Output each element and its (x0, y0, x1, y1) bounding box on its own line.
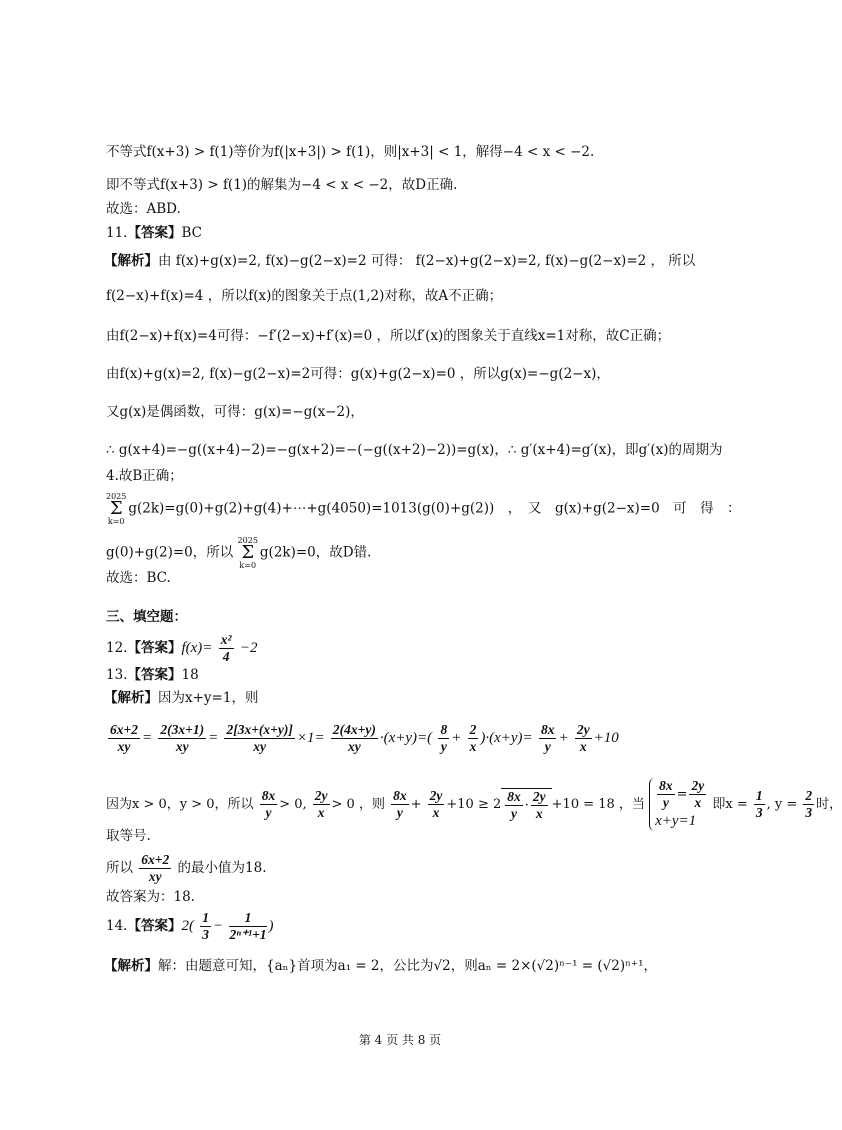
fraction (428, 788, 445, 821)
numerator: 2[3x+(x+y)] (226, 722, 293, 737)
analysis-text: 由 f(x)+g(x)=2, f(x)−g(2−x)=2 可得： f(2−x)+g(2−x)=2, f(x)−g(2−x)=2 ， 所以 (158, 253, 696, 269)
q11-analysis-line-6: ∴ g(x+4)=−g((x+4)−2)=−g(x+2)=−(−g((x+2)−2))=g(x)，∴ g′(x+4)=g′(x)，即g′(x)的周期为 (106, 442, 723, 458)
line-choice-abd: 故选：ABD. (106, 201, 181, 217)
numerator: 8x (507, 788, 521, 804)
denominator: xy (117, 739, 131, 754)
denominator: 4 (222, 649, 230, 664)
line-solution-set: 即不等式f(x+3) > f(1)的解集为−4 < x < −2，故D正确. (106, 177, 458, 193)
numerator: 2(4x+y) (332, 722, 376, 737)
equation-system (649, 778, 708, 831)
denominator: y (440, 739, 447, 754)
numerator: 2y (429, 788, 443, 803)
fraction (539, 722, 557, 755)
denominator: x (469, 739, 477, 754)
fraction (139, 852, 171, 885)
question-number: 14. (106, 918, 128, 934)
text-segment: + (410, 797, 422, 812)
operator: +10 (593, 730, 619, 746)
sum-lower-limit: k=0 (107, 517, 125, 526)
numerator: 2y (691, 778, 705, 793)
numerator: 1 (755, 788, 763, 803)
sum-lower-limit: k=0 (239, 561, 257, 570)
analysis-tag: 【解析】 (104, 690, 158, 706)
operator: − (213, 918, 224, 934)
denominator: xy (348, 739, 361, 754)
fraction (331, 722, 378, 755)
denominator: xy (148, 869, 162, 884)
fraction (531, 789, 548, 822)
analysis-text: 因为x+y=1，则 (158, 690, 259, 706)
text-segment: > 0, (279, 797, 307, 812)
q14-analysis-line (104, 956, 657, 976)
text-segment: > 0 ，则 (331, 797, 385, 812)
numerator: 2y (532, 788, 546, 804)
q11-analysis-line-7: 4.故B正确； (106, 468, 183, 484)
q11-analysis-line-4: 由f(x)+g(x)=2, f(x)−g(2−x)=2可得：g(x)+g(2−x)=0 ，所以g(x)=−g(2−x)， (106, 366, 610, 382)
denominator: 3 (805, 805, 813, 820)
section-heading-fill-in: 三、填空题： (106, 609, 187, 625)
denominator: y (265, 805, 272, 820)
q13-inequality-line (106, 778, 842, 831)
fraction (468, 722, 479, 755)
fraction (224, 722, 294, 755)
fraction (229, 910, 266, 943)
fraction (313, 788, 330, 821)
q12-answer-line (106, 632, 257, 665)
denominator: 2ⁿ⁺¹+1 (229, 927, 267, 942)
q11-analysis-line-5: 又g(x)是偶函数，可得：g(x)=−g(x−2)， (106, 404, 364, 420)
line-choice-bc: 故选：BC. (106, 570, 171, 586)
answer-tag: 【答案】 (127, 640, 182, 656)
denominator: x (432, 805, 440, 820)
denominator: 3 (755, 805, 763, 820)
operator: ×1= (296, 730, 325, 746)
q13-final-answer: 故答案为：18. (106, 889, 195, 905)
numerator: 6x+2 (141, 852, 170, 867)
q11-summation-conclusion (106, 536, 371, 570)
summation-symbol (238, 536, 258, 570)
numerator: 2 (805, 788, 813, 803)
q11-analysis-line-3: 由f(2−x)+f(x)=4可得：−f′(2−x)+f′(x)=0 ，所以f′(x)的图象关于直线x=1对称，故C正确； (106, 328, 671, 344)
denominator: y (662, 795, 669, 810)
numerator: 1 (229, 910, 266, 927)
text-segment: +10 ≥ 2 (446, 797, 502, 812)
answer-tag: 【答案】 (127, 918, 182, 934)
denominator: x (579, 739, 587, 754)
fraction (505, 789, 523, 822)
text-segment: 因为x > 0，y > 0，所以 (106, 797, 254, 812)
formula-rest: ) (268, 918, 274, 934)
analysis-text: 解：由题意可知，{aₙ}首项为a₁ = 2，公比为√2，则aₙ = 2×(√2)ⁿ⁻¹ = (√2)ⁿ⁺¹， (158, 958, 657, 974)
square-root (501, 788, 551, 822)
text-segment: g(2k)=0，故D错. (259, 544, 372, 561)
q11-summation-line (106, 492, 741, 526)
fraction (803, 788, 814, 821)
operator: ·(x+y)=( (379, 730, 433, 746)
summation-text: g(2k)=g(0)+g(2)+g(4)+⋯+g(4050)=1013(g(0)+g(2)) ， 又 g(x)+g(2−x)=0 可 得 ： (128, 500, 741, 517)
operator: + (451, 730, 462, 746)
formula-lhs: 2( (181, 918, 194, 934)
fraction (200, 910, 211, 943)
numerator: 2(3x+1) (160, 722, 205, 737)
fraction (391, 788, 409, 821)
formula-lhs: f(x)= (181, 640, 213, 656)
fraction (689, 778, 706, 811)
fraction (438, 722, 449, 755)
fraction (754, 788, 765, 821)
q11-analysis-line-2: f(2−x)+f(x)=4 ，所以f(x)的图象关于点(1,2)对称，故A不正确； (106, 288, 503, 304)
line-equality-holds: 取等号. (106, 828, 151, 844)
answer-value: BC (181, 225, 202, 241)
text-segment: g(0)+g(2)=0，所以 (106, 544, 234, 561)
fraction (108, 722, 140, 755)
numerator: 6x+2 (110, 722, 138, 737)
numerator: 8 (440, 722, 448, 737)
numerator: 2 (469, 722, 477, 737)
sum-upper-limit: 2025 (237, 536, 258, 545)
numerator: 8x (659, 778, 673, 793)
question-number: 13. (106, 667, 128, 683)
text-segment: 时， (816, 797, 842, 812)
sigma-glyph: Σ (241, 542, 255, 563)
answer-tag: 【答案】 (127, 667, 182, 683)
denominator: y (396, 805, 403, 820)
operator: = (141, 730, 153, 746)
text-segment: , y = (766, 797, 798, 812)
fraction (260, 788, 278, 821)
operator: )·(x+y)= (480, 730, 533, 746)
numerator: 8x (393, 788, 407, 803)
operator: + (558, 730, 569, 746)
operator: = (676, 787, 688, 802)
numerator: 8x (540, 722, 555, 737)
fraction (219, 632, 234, 665)
q13-derivation-line (106, 722, 619, 755)
answer-value: 18 (181, 667, 199, 683)
system-row-2: x+y=1 (655, 813, 697, 829)
line-inequality-equivalence: 不等式f(x+3) > f(1)等价为f(|x+3|) > f(1)，则|x+3| < 1，解得−4 < x < −2. (106, 144, 595, 160)
q14-answer-line (106, 910, 274, 943)
text-segment: 所以 (106, 860, 133, 876)
question-number: 12. (106, 640, 128, 656)
analysis-tag: 【解析】 (104, 958, 158, 974)
numerator: x² (220, 632, 232, 647)
summation-symbol (106, 492, 126, 526)
numerator: 2y (314, 788, 328, 803)
q13-answer-line (106, 665, 199, 685)
q13-analysis-intro (104, 688, 258, 708)
denominator: xy (175, 739, 189, 754)
page-footer: 第 4 页 共 8 页 (358, 1033, 442, 1047)
sum-upper-limit: 2025 (106, 492, 127, 501)
q11-answer-line (106, 223, 202, 243)
numerator: 8x (261, 788, 276, 803)
numerator: 2y (576, 722, 590, 737)
sigma-glyph: Σ (109, 498, 123, 519)
text-segment: 的最小值为18. (177, 860, 267, 876)
denominator: x (694, 795, 702, 810)
denominator: xy (253, 739, 267, 754)
denominator: y (544, 739, 551, 754)
fraction (657, 778, 675, 811)
formula-rest: −2 (239, 640, 258, 656)
text-segment: +10 = 18 ，当 (551, 797, 645, 812)
denominator: x (535, 805, 543, 821)
answer-tag: 【答案】 (127, 225, 182, 241)
q13-minimum-line (106, 852, 267, 885)
denominator: y (511, 805, 518, 821)
operator: = (208, 730, 219, 746)
q11-analysis-line-1 (104, 251, 695, 271)
fraction (575, 722, 592, 755)
denominator: x (317, 805, 325, 820)
numerator: 1 (202, 910, 210, 925)
system-row-1 (655, 778, 708, 811)
fraction (158, 722, 206, 755)
text-segment: 即x = (712, 797, 748, 812)
question-number: 11. (106, 225, 128, 241)
text-segment: · (524, 797, 529, 813)
denominator: 3 (202, 927, 210, 942)
analysis-tag: 【解析】 (104, 253, 158, 269)
